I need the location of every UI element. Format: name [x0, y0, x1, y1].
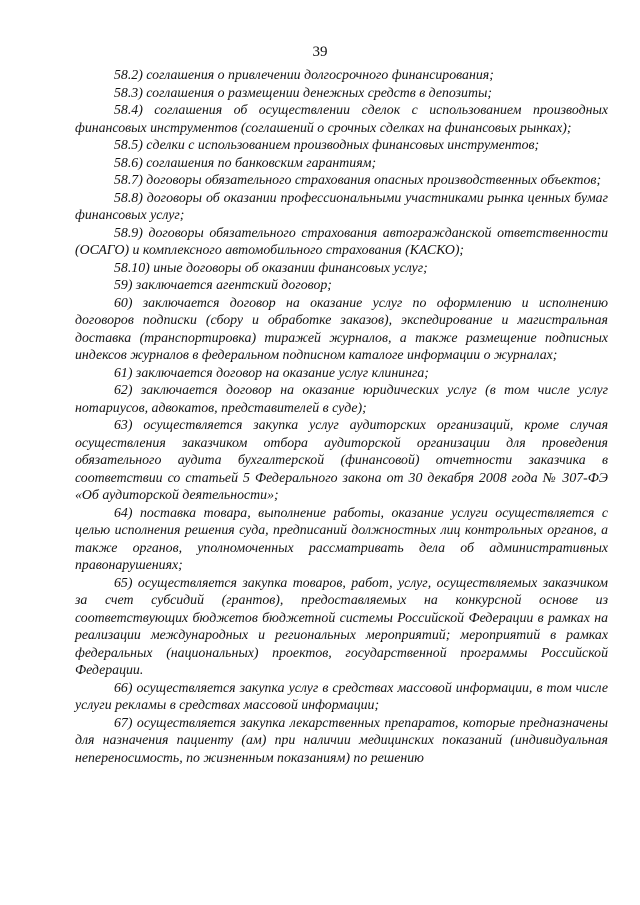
list-item-58-7: 58.7) договоры обязательного страхования опасных производственных объектов; [114, 172, 602, 187]
list-item-58-2: 58.2) соглашения о привлечении долгосрочного финансирования; [114, 67, 494, 82]
page-number: 39 [312, 44, 328, 60]
list-item-60: 60) заключается договор на оказание услуг по оформлению и исполнению договоров подписки (сбору и обработке заказов), экспедирование и магистральная доставка (транспортировка) тиражей журналов, а также размещение подписных индексов журналов в федеральном подписном каталоге информации о журналах; [75, 294, 608, 362]
list-item-58-6: 58.6) соглашения по банковским гарантиям; [114, 154, 377, 170]
list-item-64: 64) поставка товара, выполнение работы, оказание услуги осуществляется с целью исполнения решения суда, предписаний должностных лиц контрольных органов, а также органов, уполномоченных рассматривать дела об административных правонарушениях; [75, 504, 608, 572]
list-item-58-3: 58.3) соглашения о размещении денежных средств в депозиты; [114, 84, 492, 100]
list-item-58-5: 58.5) сделки с использованием производных финансовых инструментов; [114, 137, 540, 152]
list-item-63: 63) осуществляется закупка услуг аудиторских организаций, кроме случая осуществления заказчиком отбора аудиторской организации для проведения обязательного аудита бухгалтерской (финансовой) отчетности заказчика в соответствии со статьей 5 Федерального закона от 30 декабря 2008 года № 307-ФЭ «Об аудиторской деятельности»; [75, 417, 608, 502]
document-body [75, 66, 608, 766]
list-item-65: 65) осуществляется закупка товаров, работ, услуг, осуществляемых заказчиком за счет субсидий (грантов), предоставляемых на конкурсной основе из соответствующих бюджетов бюджетной системы Российской Федерации в рамках на реализации международных и региональных мероприятий; мероприятий в рамках федеральных (национальных) проектов, государственной программы Российской Федерации. [75, 574, 608, 677]
list-item-58-10: 58.10) иные договоры об оказании финансовых услуг; [114, 259, 428, 275]
list-item-58-8: 58.8) договоры об оказании профессиональными участниками рынка ценных бумаг финансовых услуг; [75, 189, 608, 222]
list-item-58-9: 58.9) договоры обязательного страхования автогражданской ответственности (ОСАГО) и комплексного автомобильного страхования (КАСКО); [75, 224, 608, 257]
list-item-67: 67) осуществляется закупка лекарственных препаратов, которые предназначены для назначения пациенту (ам) при наличии медицинских показаний (индивидуальная непереносимость, по жизненным показаниям) по решению [75, 714, 608, 765]
list-item-66: 66) осуществляется закупка услуг в средствах массовой информации, в том числе услуги рекламы в средствах массовой информации; [75, 679, 608, 712]
list-item-58-4: 58.4) соглашения об осуществлении сделок с использованием производных финансовых инструментов (соглашений о срочных сделках на финансовых рынках); [75, 102, 608, 135]
list-item-59: 59) заключается агентский договор; [114, 277, 332, 292]
list-item-62: 62) заключается договор на оказание юридических услуг (в том числе услуг нотариусов, адвокатов, представителей в суде); [75, 382, 608, 415]
list-item-61: 61) заключается договор на оказание услуг клининга; [114, 364, 429, 380]
